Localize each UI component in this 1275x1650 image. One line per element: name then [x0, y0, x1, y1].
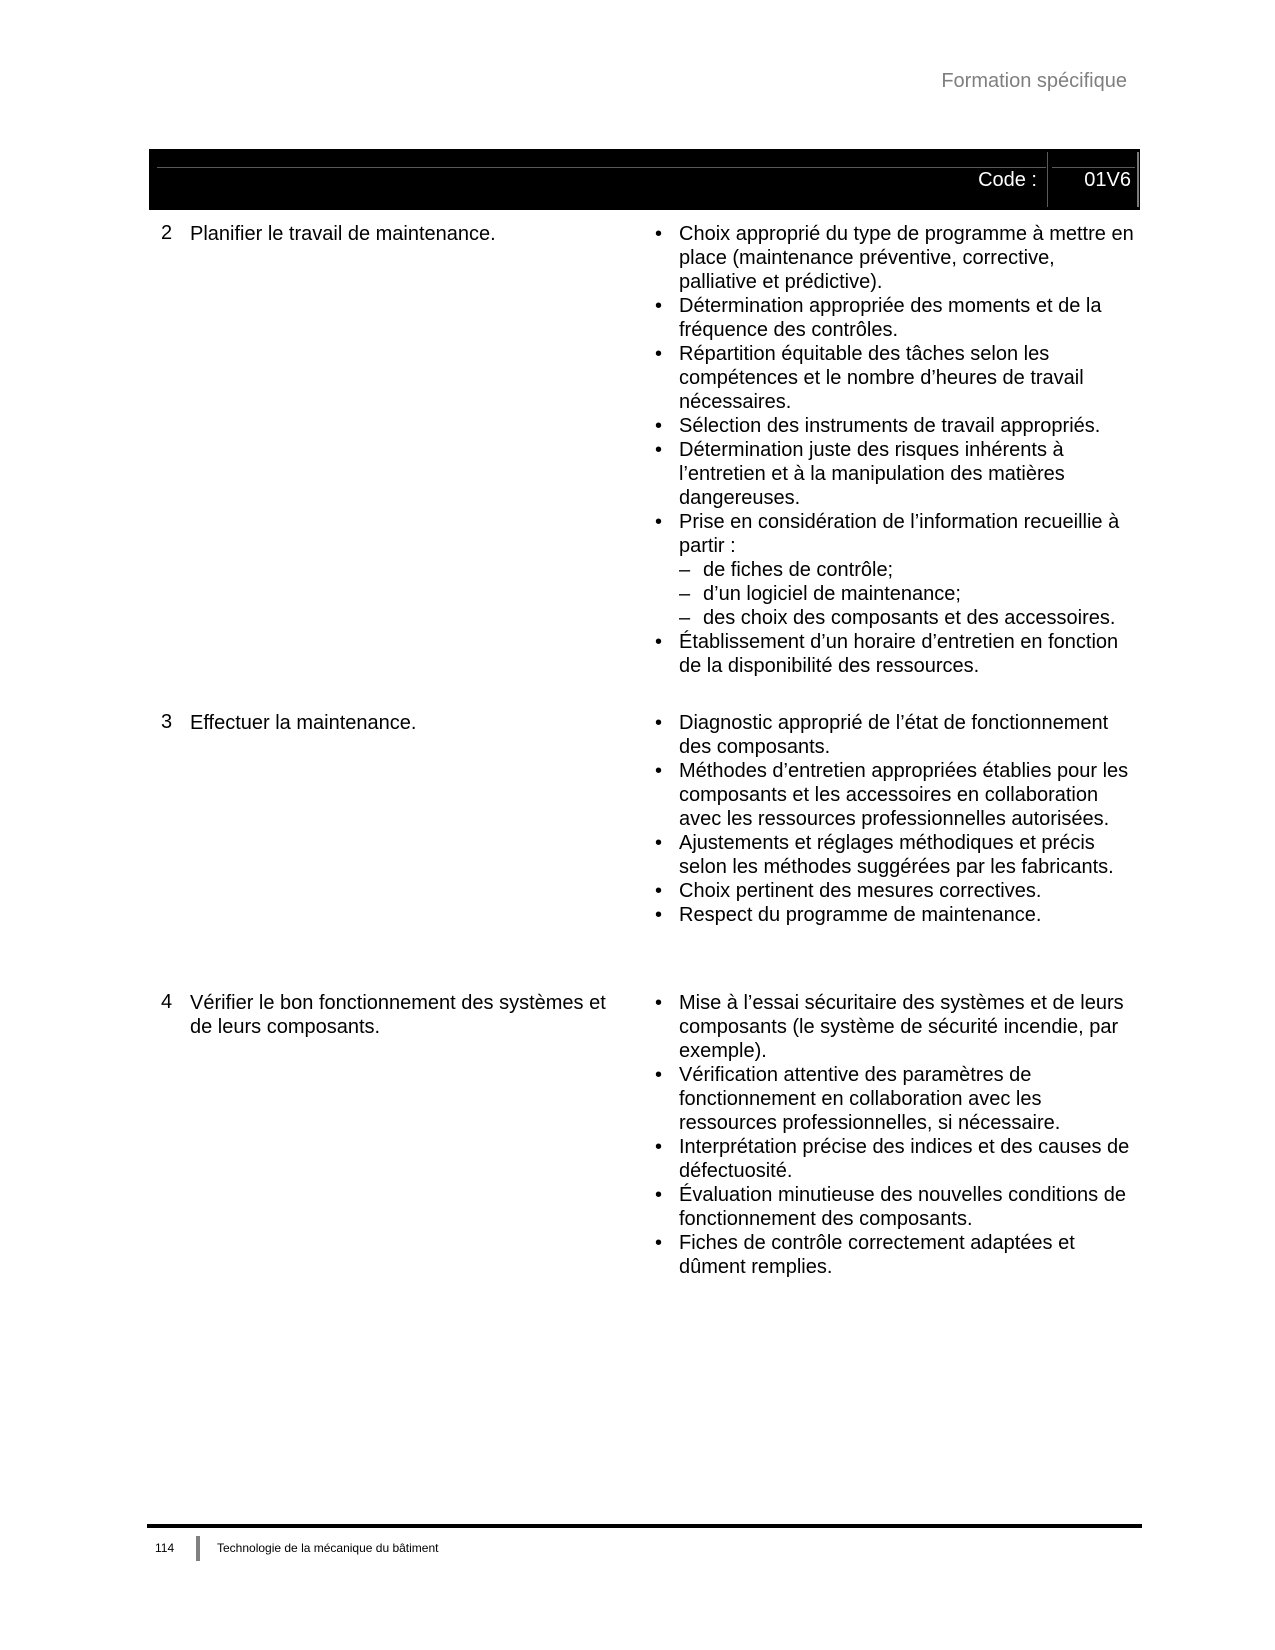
criterion-text: Vérification attentive des paramètres de fonctionnement en collaboration avec les ressources professionnelles, si nécessaire. — [679, 1064, 1061, 1134]
sub-item — [679, 606, 1135, 630]
footer-title: Technologie de la mécanique du bâtiment — [217, 1541, 439, 1555]
code-bar — [149, 149, 1140, 210]
list-item — [655, 759, 1135, 831]
list-item — [655, 1063, 1135, 1135]
sub-item — [679, 582, 1135, 606]
bullet-icon: • — [655, 880, 663, 902]
element-number: 4 — [161, 991, 173, 1013]
criterion-text: Prise en considération de l’information recueillie à partir : — [679, 511, 1120, 557]
list-item — [655, 438, 1135, 510]
code-bar-rule-right — [1052, 167, 1135, 168]
element-number: 2 — [161, 222, 173, 244]
criterion-text: Fiches de contrôle correctement adaptées et dûment remplies. — [679, 1232, 1075, 1278]
criterion-text: Ajustements et réglages méthodiques et précis selon les méthodes suggérées par les fabricants. — [679, 832, 1114, 878]
sub-item-text: d’un logiciel de maintenance; — [703, 583, 961, 605]
code-value: 01V6 — [1084, 169, 1131, 191]
dash-icon: – — [679, 559, 691, 581]
bullet-icon: • — [655, 904, 663, 926]
list-item — [655, 510, 1135, 630]
footer-separator — [196, 1536, 200, 1561]
criterion-text: Choix pertinent des mesures correctives. — [679, 880, 1042, 902]
bullet-icon: • — [655, 295, 663, 317]
bullet-icon: • — [655, 712, 663, 734]
list-item — [655, 711, 1135, 759]
list-item — [655, 991, 1135, 1063]
list-item — [655, 1183, 1135, 1231]
bullet-icon: • — [655, 760, 663, 782]
list-item — [655, 342, 1135, 414]
bullet-icon: • — [655, 1136, 663, 1158]
bullet-icon: • — [655, 992, 663, 1014]
criterion-text: Respect du programme de maintenance. — [679, 904, 1042, 926]
list-item — [655, 903, 1135, 927]
list-item — [655, 1135, 1135, 1183]
bullet-icon: • — [655, 343, 663, 365]
criterion-text: Répartition équitable des tâches selon les compétences et le nombre d’heures de travail nécessaires. — [679, 343, 1084, 413]
criterion-text: Méthodes d’entretien appropriées établies pour les composants et les accessoires en collaboration avec les ressources professionnelles autorisées. — [679, 760, 1129, 830]
criterion-text: Détermination appropriée des moments et de la fréquence des contrôles. — [679, 295, 1102, 341]
bullet-icon: • — [655, 415, 663, 437]
criterion-text: Détermination juste des risques inhérents à l’entretien et à la manipulation des matières dangereuses. — [679, 439, 1065, 509]
dash-icon: – — [679, 607, 691, 629]
dash-icon: – — [679, 583, 691, 605]
code-bar-edge — [1137, 152, 1139, 207]
code-bar-separator — [1047, 152, 1048, 207]
sub-item-text: de fiches de contrôle; — [703, 559, 894, 581]
code-label: Code : — [978, 169, 1037, 191]
element-title: Effectuer la maintenance. — [190, 712, 417, 734]
list-item — [655, 222, 1135, 294]
criterion-text: Évaluation minutieuse des nouvelles conditions de fonctionnement des composants. — [679, 1184, 1126, 1230]
footer-rule — [147, 1524, 1142, 1528]
criterion-text: Choix approprié du type de programme à mettre en place (maintenance préventive, corrective, palliative et prédictive). — [679, 223, 1134, 293]
criterion-text: Mise à l’essai sécuritaire des systèmes et de leurs composants (le système de sécurité incendie, par exemple). — [679, 992, 1124, 1062]
page-number: 114 — [155, 1541, 175, 1555]
list-item — [655, 879, 1135, 903]
bullet-icon: • — [655, 1064, 663, 1086]
code-bar-rule — [157, 167, 1046, 168]
bullet-icon: • — [655, 631, 663, 653]
list-item — [655, 831, 1135, 879]
element-number: 3 — [161, 711, 173, 733]
criterion-text: Établissement d’un horaire d’entretien en fonction de la disponibilité des ressources. — [679, 631, 1119, 677]
bullet-icon: • — [655, 832, 663, 854]
criteria-list — [655, 222, 1135, 678]
section-label: Formation spécifique — [941, 70, 1127, 92]
bullet-icon: • — [655, 1232, 663, 1254]
bullet-icon: • — [655, 439, 663, 461]
sub-item-text: des choix des composants et des accessoires. — [703, 607, 1116, 629]
list-item — [655, 1231, 1135, 1279]
bullet-icon: • — [655, 511, 663, 533]
sub-item — [679, 558, 1135, 582]
criteria-list — [655, 991, 1135, 1279]
element-title: Planifier le travail de maintenance. — [190, 223, 496, 245]
list-item — [655, 414, 1135, 438]
list-item — [655, 294, 1135, 342]
element-title: Vérifier le bon fonctionnement des systèmes et de leurs composants. — [190, 992, 606, 1038]
bullet-icon: • — [655, 223, 663, 245]
criteria-list — [655, 711, 1135, 927]
bullet-icon: • — [655, 1184, 663, 1206]
criterion-text: Interprétation précise des indices et des causes de défectuosité. — [679, 1136, 1130, 1182]
list-item — [655, 630, 1135, 678]
criterion-text: Sélection des instruments de travail appropriés. — [679, 415, 1101, 437]
criterion-text: Diagnostic approprié de l’état de fonctionnement des composants. — [679, 712, 1109, 758]
